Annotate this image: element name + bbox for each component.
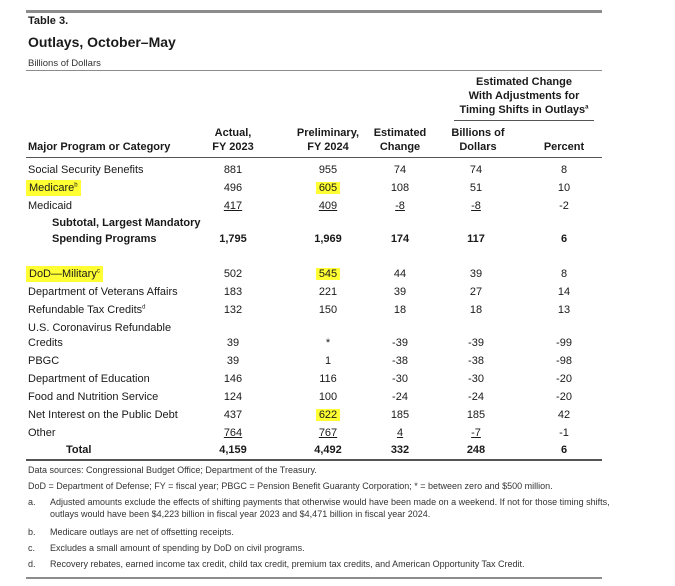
data-sources-note: Data sources: Congressional Budget Office; Department of the Treasury. — [28, 465, 317, 475]
footnote-b: b. Medicare outlays are net of offsetting receipts. — [28, 527, 234, 537]
footer-rule — [26, 577, 602, 579]
table-label: Table 3. — [28, 15, 69, 27]
header-program: Major Program or Category — [28, 141, 171, 153]
table-row: Food and Nutrition Service 124 100 -24 -24 -20 — [28, 391, 572, 403]
row-label: Department of Education — [28, 373, 150, 385]
table-row: DoD—Military$^c$ 502 545 44 39 8 — [26, 266, 602, 282]
table-row: Medicare$^b$ 496 605 108 51 10 — [26, 180, 602, 196]
header-fy2024: Preliminary, FY 2024 — [296, 127, 360, 153]
footnote-c: c. Excludes a small amount of spending by DoD on civil programs. — [28, 543, 305, 553]
table-row: Medicaid 417 409 -8 -8 -2 — [28, 200, 569, 212]
highlighted-value: 545 — [316, 268, 340, 280]
table-row: Department of Veterans Affairs 183 221 39 27 14 — [28, 286, 571, 298]
table-title: Outlays, October–May — [28, 34, 176, 50]
row-label-highlighted: DoD—Military$^c$ — [26, 266, 103, 282]
group-header: Estimated Change With Adjustments for Timing Shifts in Outlays$^a$ — [459, 76, 589, 116]
highlighted-value: 605 — [316, 182, 340, 194]
row-label: Total — [66, 444, 92, 456]
total-row: Total 4,159 4,492 332 248 6 — [66, 444, 568, 456]
table-row: PBGC 39 1 -38 -38 -98 — [28, 355, 572, 367]
header-fy2023: Actual, FY 2023 — [212, 127, 254, 153]
title-rule — [26, 70, 602, 71]
table-row: Credits 39 * -39 -39 -99 — [28, 337, 572, 349]
table-row: Other 764 767 4 -7 -1 — [28, 427, 569, 439]
table-row: Social Security Benefits 881 955 74 74 8 — [28, 164, 568, 176]
header-change: Estimated Change — [373, 127, 427, 153]
table-row: Department of Education 146 116 -30 -30 -20 — [28, 373, 572, 385]
row-label: Spending Programs — [52, 233, 157, 245]
table-row: Refundable Tax Credits$^d$ 132 150 18 18 13 — [28, 304, 571, 316]
abbreviations-note: DoD = Department of Defense; FY = fiscal year; PBGC = Pension Benefit Guaranty Corporation; * = between zero and $500 million. — [28, 481, 553, 491]
group-underline — [454, 120, 594, 121]
header-percent: Percent — [543, 141, 585, 153]
subtotal-row: Spending Programs 1,795 1,969 174 117 6 — [52, 233, 568, 245]
row-label: U.S. Coronavirus Refundable — [28, 322, 172, 334]
row-label: Other — [28, 427, 56, 439]
table-row — [26, 320, 602, 336]
table-row: Net Interest on the Public Debt 437 622 185 185 42 — [28, 409, 571, 421]
top-rule — [26, 10, 602, 13]
row-label: Credits — [28, 337, 63, 349]
table-units: Billions of Dollars — [28, 58, 101, 69]
highlighted-value: 622 — [316, 409, 340, 421]
row-label: Department of Veterans Affairs — [28, 286, 178, 298]
header-adj-dollars: Billions of Dollars — [451, 127, 505, 153]
row-label: Social Security Benefits — [28, 164, 144, 176]
row-label: Subtotal, Largest Mandatory — [52, 217, 201, 229]
footnote-d: d. Recovery rebates, earned income tax credit, child tax credit, premium tax credits, and American Opportunity Tax Credit. — [28, 559, 525, 569]
row-label: Medicaid — [28, 200, 73, 212]
table-bottom-rule — [26, 459, 602, 461]
row-label-highlighted: Medicare$^b$ — [26, 180, 81, 196]
subtotal-row — [26, 215, 602, 231]
row-label: Net Interest on the Public Debt — [28, 409, 178, 421]
footnote-a: a. Adjusted amounts exclude the effects of shifting payments that otherwise would have been made on a weekend. If not for those timing shifts, outlays would have been $4,223 billion in fiscal year 2023 and $4,471 billion in fiscal year 2024. — [28, 497, 610, 519]
header-rule — [26, 157, 602, 158]
row-label: Food and Nutrition Service — [28, 391, 159, 403]
row-label: Refundable Tax Credits$^d$ — [28, 304, 146, 316]
row-label: PBGC — [28, 355, 60, 367]
